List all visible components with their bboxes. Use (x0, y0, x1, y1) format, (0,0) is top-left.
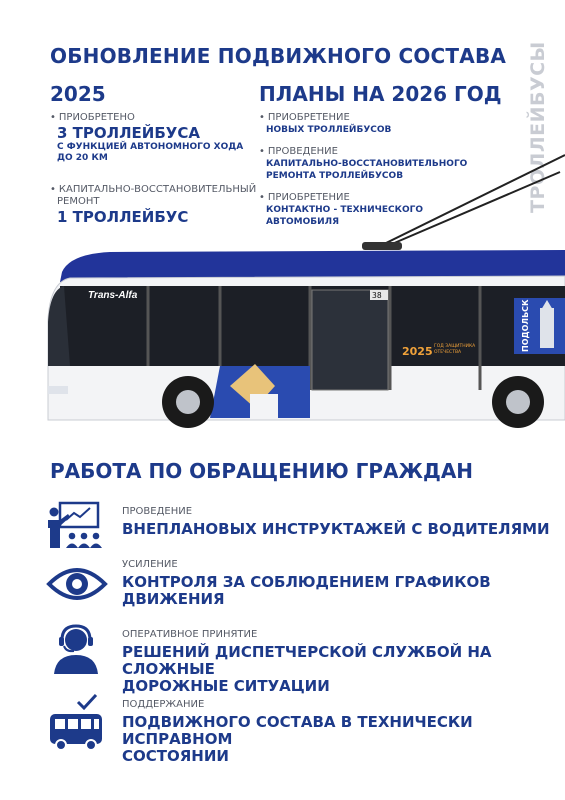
trolleybus-illustration (40, 150, 565, 435)
repair-value: 1 ТРОЛЛЕЙБУС (57, 208, 189, 226)
bus-door (312, 290, 388, 390)
citizen-item-4-text-2: СОСТОЯНИИ (122, 747, 229, 765)
plans-heading: ПЛАНЫ НА 2026 ГОД (259, 82, 502, 106)
side-caption-1: ГОД ЗАЩИТНИКА (434, 344, 476, 349)
repair-block: • КАПИТАЛЬНО-ВОССТАНОВИТЕЛЬНЫЙ РЕМОНТ 1 ТРОЛЛЕЙБУС (50, 184, 257, 226)
citizen-item-4-text-1: ПОДВИЖНОГО СОСТАВА В ТЕХНИЧЕСКИ ИСПРАВНОМ (122, 713, 473, 748)
bus-brand: Trans-Alfa (88, 290, 138, 301)
plan-2-value-2: РЕМОНТА ТРОЛЛЕЙБУСОВ (266, 171, 404, 181)
purchased-note-1: С ФУНКЦИЕЙ АВТОНОМНОГО ХОДА (57, 142, 244, 152)
citizen-item-2-text-2: ДВИЖЕНИЯ (122, 590, 225, 608)
dispatcher-headset-icon (52, 624, 100, 674)
plan-3-value-2: АВТОМОБИЛЯ (266, 217, 340, 227)
side-title: ТРОЛЛЕЙБУСЫ (527, 41, 549, 213)
citizen-item-1 (122, 506, 550, 538)
eye-icon (46, 562, 108, 606)
trolley-pole-2 (385, 172, 560, 247)
year-2025-heading: 2025 (50, 82, 106, 106)
purchased-value: 3 ТРОЛЛЕЙБУСА (57, 124, 200, 142)
citizens-heading: РАБОТА ПО ОБРАЩЕНИЮ ГРАЖДАН (50, 459, 474, 483)
citizen-item-2-text-1: КОНТРОЛЯ ЗА СОБЛЮДЕНИЕМ ГРАФИКОВ (122, 573, 491, 591)
citizen-item-3-text-1: РЕШЕНИЙ ДИСПЕТЧЕРСКОЙ СЛУЖБОЙ НА СЛОЖНЫЕ (122, 643, 492, 678)
city-name: ПОДОЛЬСК (521, 299, 530, 352)
pole-base (362, 242, 402, 250)
page-title: ОБНОВЛЕНИЕ ПОДВИЖНОГО СОСТАВА (50, 44, 507, 68)
citizen-item-3-label: ОПЕРАТИВНОЕ ПРИНЯТИЕ (122, 629, 258, 640)
plan-item-2: • ПРОВЕДЕНИЕ КАПИТАЛЬНО-ВОССТАНОВИТЕЛЬНОГО РЕМОНТА ТРОЛЛЕЙБУСОВ (259, 146, 468, 181)
trolley-pole-1 (380, 155, 565, 246)
plan-item-3: • ПРИОБРЕТЕНИЕ КОНТАКТНО - ТЕХНИЧЕСКОГО АВТОМОБИЛЯ (259, 192, 424, 227)
citizen-item-4 (122, 699, 565, 765)
citizen-item-2-label: УСИЛЕНИЕ (122, 559, 178, 570)
plan-2-label: ПРОВЕДЕНИЕ (267, 146, 338, 157)
plan-3-label: ПРИОБРЕТЕНИЕ (267, 192, 350, 203)
plan-item-1: • ПРИОБРЕТЕНИЕ НОВЫХ ТРОЛЛЕЙБУСОВ (259, 112, 392, 135)
plan-1-value: НОВЫХ ТРОЛЛЕЙБУСОВ (266, 125, 392, 135)
plan-1-label: ПРИОБРЕТЕНИЕ (267, 112, 350, 123)
citizen-item-3 (122, 629, 565, 695)
citizen-item-1-label: ПРОВЕДЕНИЕ (122, 506, 193, 517)
citizen-item-1-text: ВНЕПЛАНОВЫХ ИНСТРУКТАЖЕЙ С ВОДИТЕЛЯМИ (122, 520, 550, 538)
training-icon (46, 500, 102, 550)
purchased-note-2: ДО 20 КМ (57, 153, 108, 163)
side-year: 2025 (402, 345, 433, 358)
citizen-item-2 (122, 559, 491, 608)
purchased-block: • ПРИОБРЕТЕНО 3 ТРОЛЛЕЙБУСА С ФУНКЦИЕЙ АВТОНОМНОГО ХОДА ДО 20 КМ (50, 112, 244, 163)
purchased-label: ПРИОБРЕТЕНО (58, 112, 135, 123)
bus-check-icon (47, 694, 105, 752)
citizen-item-4-label: ПОДДЕРЖАНИЕ (122, 699, 205, 710)
repair-label-2: РЕМОНТ (57, 196, 100, 207)
route-number: 38 (372, 291, 382, 300)
repair-label-1: КАПИТАЛЬНО-ВОССТАНОВИТЕЛЬНЫЙ (58, 184, 257, 195)
side-caption-2: ОТЕЧЕСТВА (434, 350, 462, 355)
citizen-item-3-text-2: ДОРОЖНЫЕ СИТУАЦИИ (122, 677, 330, 695)
plan-2-value-1: КАПИТАЛЬНО-ВОССТАНОВИТЕЛЬНОГО (266, 159, 468, 169)
plan-3-value-1: КОНТАКТНО - ТЕХНИЧЕСКОГО (266, 205, 424, 215)
